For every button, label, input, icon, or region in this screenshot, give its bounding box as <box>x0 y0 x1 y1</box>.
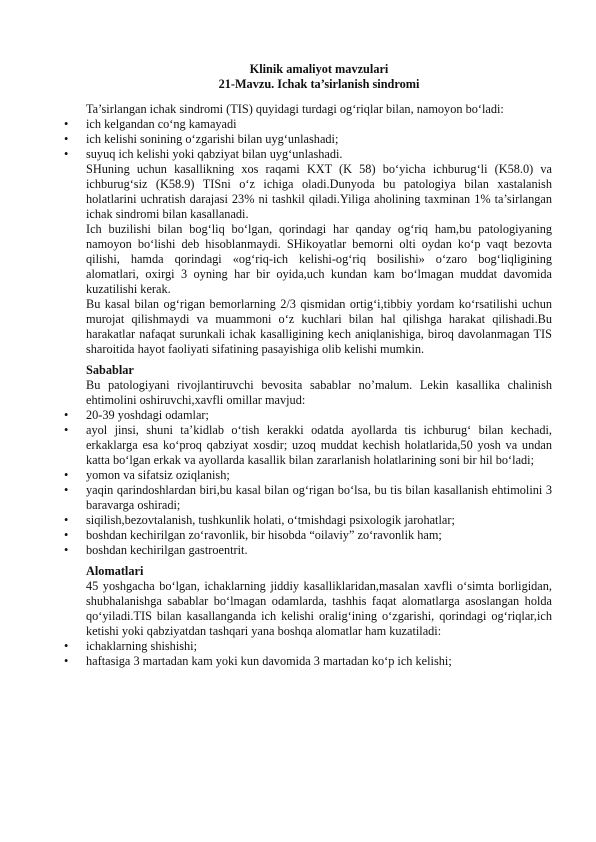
list-item: • haftasiga 3 martadan kam yoki kun davomida 3 martadan ko‘p ich kelishi; <box>86 654 552 669</box>
causes-paragraph: Bu patologiyani rivojlantiruvchi bevosita sabablar no’malum. Lekin kasallika chalinish ehtimolini oshiruvchi,xavfli omillar mavjud: <box>86 378 552 407</box>
document-title: Klinik amaliyot mavzulari <box>249 62 389 76</box>
list-item: • boshdan kechirilgan zo‘ravonlik, bir hisobda “oilaviy” zo‘ravonlik ham; <box>86 528 552 543</box>
symptoms-bullet-list <box>86 639 552 669</box>
list-item: • yomon va sifatsiz oziqlanish; <box>86 468 552 483</box>
list-item: • ayol jinsi, shuni ta’kidlab o‘tish kerakki odatda ayollarda tis ichburug‘ bilan kechadi, erkaklarga esa ko‘proq qabziyat xosdir; uzoq muddat kechish holatlarida,50 yosh va undan katta bo‘lgan erkak va ayollarda kasallik bilan zararlanish holatlarining soni bir hil bo‘ladi; <box>86 423 552 468</box>
body-paragraph: SHuning uchun kasallikning xos raqami KXT (K 58) bo‘yicha ichburug‘li (K58.0) va ichburug‘siz (K58.9) TISni o‘z ichiga oladi.Dunyoda bu patologiya bilan xastalanish holatlarini uchratish darajasi 23% ni tashkil qiladi.Yiliga aholining taxminan 1% ta’sirlangan ichak sindromi bilan kasallanadi. <box>86 162 552 221</box>
document-body <box>86 62 552 669</box>
section-heading-symptoms: Alomatlari <box>86 564 144 578</box>
intro-paragraph: Ta’sirlangan ichak sindromi (TIS) quyidagi turdagi og‘riqlar bilan, namoyon bo‘ladi: <box>86 102 504 116</box>
body-paragraph: Ich buzilishi bilan bog‘liq bo‘lgan, qorindagi har qanday og‘riq ham,bu patologiyaning namoyon bo‘lishi deb hisoblanmaydi. SHikoyatlar bemorni olti oydan ko‘p vaqt bezovta qilishi, hamda qorindagi «og‘riq-ich kelishi-og‘riq bosilishi» o‘zaro bog‘liqligining alomatlari, oxirgi 3 oyning har bir oyida,uch kundan kam bo‘lmagan muddat davomida kuzatilishi kerak. <box>86 222 552 296</box>
causes-bullet-list <box>86 408 552 558</box>
intro-bullet-list <box>86 117 552 162</box>
list-item: • 20-39 yoshdagi odamlar; <box>86 408 552 423</box>
list-item: • yaqin qarindoshlardan biri,bu kasal bilan og‘rigan bo‘lsa, bu tis bilan kasallanish ehtimolini 3 baravarga oshiradi; <box>86 483 552 513</box>
list-item: • siqilish,bezovtalanish, tushkunlik holati, o‘tmishdagi psixologik jarohatlar; <box>86 513 552 528</box>
list-item: • suyuq ich kelishi yoki qabziyat bilan uyg‘unlashadi. <box>86 147 552 162</box>
list-item: • boshdan kechirilgan gastroentrit. <box>86 543 552 558</box>
symptoms-paragraph: 45 yoshgacha bo‘lgan, ichaklarning jiddiy kasalliklaridan,masalan xavfli o‘simta borligidan, shubhalanishga sabablar bo‘lmagan odamlarda, tashhis faqat alomatlarga asoslangan holda qo‘yiladi.TIS bilan kasallanganda ich kelishi oralig‘ining o‘zgarishi, qorindagi og‘riqlar,ich ketishi yoki qabziyatdan tashqari yana boshqa alomatlar ham kuzatiladi: <box>86 579 552 638</box>
document-subtitle: 21-Mavzu. Ichak ta’sirlanish sindromi <box>218 77 420 91</box>
section-heading-causes: Sabablar <box>86 363 134 377</box>
list-item: • ichaklarning shishishi; <box>86 639 552 654</box>
list-item: • ich kelishi sonining o‘zgarishi bilan uyg‘unlashadi; <box>86 132 552 147</box>
body-paragraph: Bu kasal bilan og‘rigan bemorlarning 2/3 qismidan ortig‘i,tibbiy yordam ko‘rsatilishi uchun murojat qilishmaydi va muammoni o‘z kuchlari bilan hal qilishga harakat qilishadi.Bu harakatlar nafaqat surunkali ichak kasalligining kech aniqlanishiga, biroq davolanmagan TIS sharoitida hayot faoliyati sifatining pasayishiga olib kelishi mumkin. <box>86 297 552 356</box>
list-item: • ich kelgandan co‘ng kamayadi <box>86 117 552 132</box>
